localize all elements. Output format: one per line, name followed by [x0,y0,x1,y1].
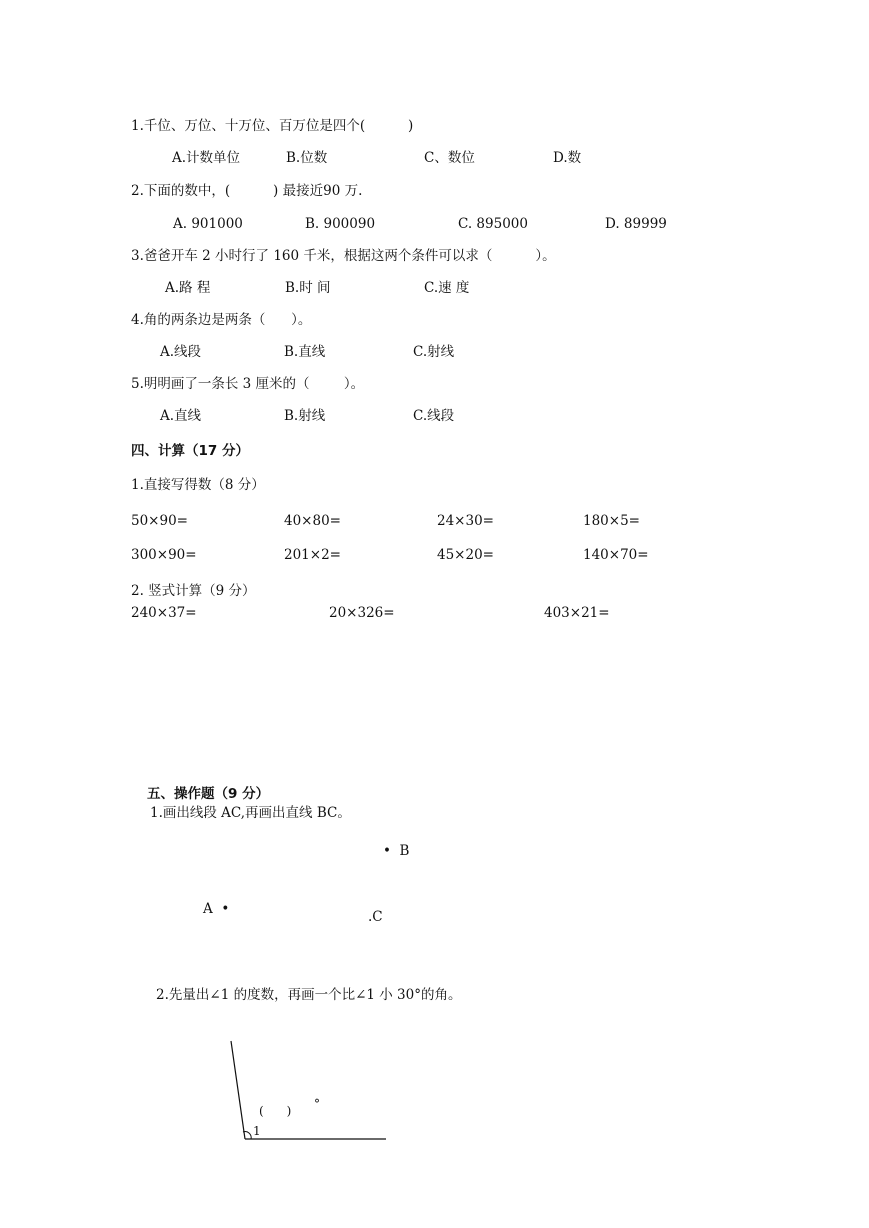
question-4-stem: 4.角的两条边是两条（ ）。 [131,312,312,328]
degree-symbol: ° [314,1097,320,1111]
question-2-stem: 2.下面的数中，( ) 最接近90 万. [131,183,363,199]
oral-calc-2: 40×80= [284,513,341,529]
question-5-stem: 5.明明画了一条长 3 厘米的（ ）。 [131,376,365,392]
question-1-stem: 1.千位、万位、十万位、百万位是四个( ) [131,118,414,134]
angle-1-label: 1 [253,1124,261,1138]
section-4-title: 四、计算（17 分） [131,443,249,459]
q3-option-b: B.时 间 [285,280,331,296]
section-4-part-1-title: 1.直接写得数（8 分） [131,477,265,493]
vertical-calc-1: 240×37= [131,605,197,621]
oral-calc-3: 24×30= [437,513,494,529]
oral-calc-8: 140×70= [583,547,649,563]
vertical-calc-2: 20×326= [329,605,395,621]
angle-degree-blank: ( ) [259,1104,292,1118]
q3-option-a: A.路 程 [165,280,211,296]
oral-calc-4: 180×5= [583,513,640,529]
oral-calc-5: 300×90= [131,547,197,563]
q2-option-a: A. 901000 [173,216,243,232]
point-b-label: • B [383,843,410,859]
oral-calc-7: 45×20= [437,547,494,563]
q2-option-d: D. 89999 [605,216,667,232]
q2-option-b: B. 900090 [305,216,376,232]
q5-option-b: B.射线 [284,408,326,424]
q2-option-c: C. 895000 [458,216,528,232]
q1-option-c: C、数位 [424,150,475,166]
point-a-label: A • [203,901,230,917]
operation-task-1: 1.画出线段 AC,再画出直线 BC。 [150,805,351,821]
q1-option-b: B.位数 [286,150,328,166]
q1-option-a: A.计数单位 [172,150,241,166]
point-c-label: .C [368,909,383,925]
angle-ray-left [231,1041,245,1139]
section-5-title: 五、操作题（9 分） [147,786,270,802]
oral-calc-1: 50×90= [131,513,188,529]
q4-option-c: C.射线 [413,344,455,360]
q1-option-d: D.数 [553,150,582,166]
operation-task-2: 2.先量出∠1 的度数，再画一个比∠1 小 30°的角。 [156,987,462,1003]
oral-calc-6: 201×2= [284,547,341,563]
q4-option-a: A.线段 [160,344,202,360]
section-4-part-2-title: 2. 竖式计算（9 分） [131,583,256,599]
question-3-stem: 3.爸爸开车 2 小时行了 160 千米，根据这两个条件可以求（ ）。 [131,248,556,264]
q4-option-b: B.直线 [284,344,326,360]
q5-option-c: C.线段 [413,408,455,424]
vertical-calc-3: 403×21= [544,605,610,621]
q5-option-a: A.直线 [160,408,202,424]
q3-option-c: C.速 度 [424,280,470,296]
